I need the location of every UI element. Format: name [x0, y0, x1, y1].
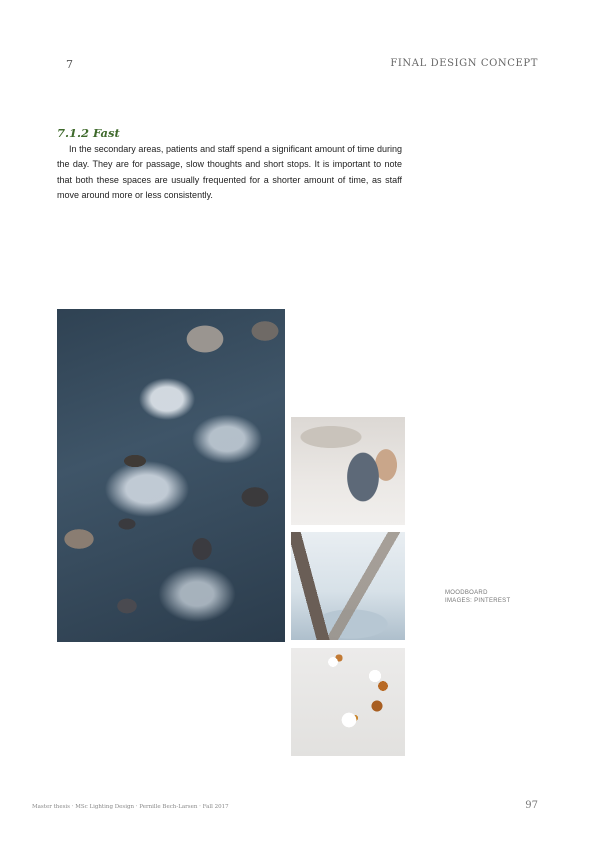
moodboard-image-knit-socks	[291, 417, 405, 525]
footer-text: Master thesis · MSc Lighting Design · Pernille Bech-Larsen · Fall 2017	[32, 804, 229, 810]
page-number: 97	[525, 800, 538, 811]
moodboard-caption-source: IMAGES: PINTEREST	[445, 598, 511, 604]
chapter-title: FINAL DESIGN CONCEPT	[390, 58, 538, 69]
moodboard-image-hammock	[291, 532, 405, 640]
moodboard-caption	[445, 589, 510, 605]
moodboard-image-river-rocks	[57, 309, 285, 642]
moodboard-caption-title: MOODBOARD	[445, 590, 488, 596]
section-body-text: In the secondary areas, patients and staff spend a significant amount of time during the day. They are for passage, slow thoughts and short stops. It is important to note that both these spaces are usually frequented for a shorter amount of time, as staff move around more or less consistently.	[57, 144, 402, 200]
section-heading: 7.1.2 Fast	[57, 126, 120, 140]
chapter-number: 7	[66, 58, 73, 71]
moodboard-image-flowers	[291, 648, 405, 756]
